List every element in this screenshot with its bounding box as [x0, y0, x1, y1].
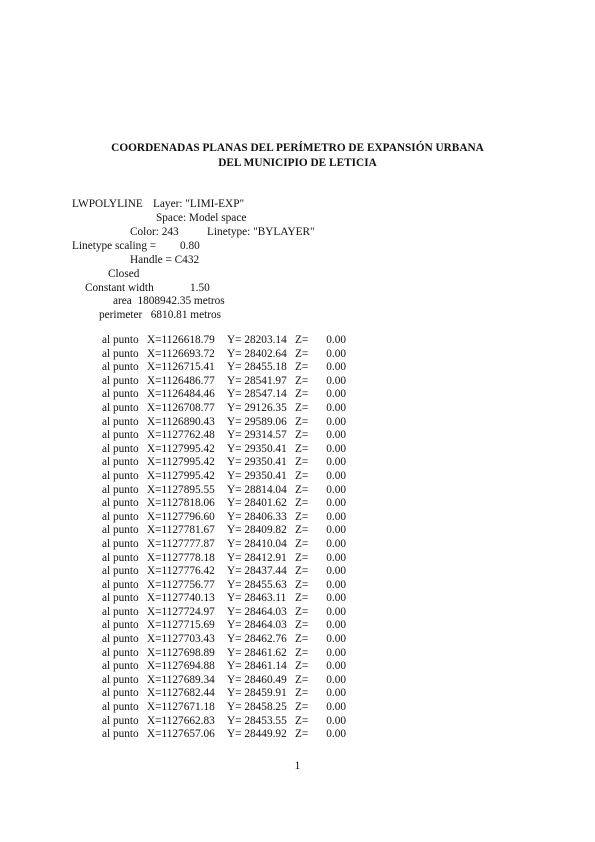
coordinate-row [0, 334, 595, 348]
constant-width-label: Constant width [85, 282, 154, 294]
point-label: al punto [102, 361, 139, 374]
point-label: al punto [102, 374, 139, 387]
z-label: Z= [295, 537, 309, 550]
z-value: 0.00 [326, 469, 346, 482]
entity-type: LWPOLYLINE [72, 198, 143, 210]
coordinate-row [0, 552, 595, 566]
z-label: Z= [295, 728, 309, 741]
z-value: 0.00 [326, 605, 346, 618]
z-label: Z= [295, 524, 309, 537]
x-coordinate: X=1127778.18 [147, 551, 215, 564]
z-label: Z= [295, 510, 309, 523]
z-value: 0.00 [326, 619, 346, 632]
y-coordinate: Y= 28541.97 [227, 374, 287, 387]
z-label: Z= [295, 673, 309, 686]
document-title-line-1: COORDENADAS PLANAS DEL PERÍMETRO DE EXPANSIÓN URBANA [111, 142, 484, 154]
point-label: al punto [102, 673, 139, 686]
coordinate-row [0, 361, 595, 375]
point-label: al punto [102, 537, 139, 550]
x-coordinate: X=1127671.18 [147, 701, 215, 714]
coordinate-row [0, 348, 595, 362]
z-value: 0.00 [326, 701, 346, 714]
document-title-line-2: DEL MUNICIPIO DE LETICIA [218, 157, 377, 169]
z-label: Z= [295, 401, 309, 414]
x-coordinate: X=1126484.46 [147, 388, 215, 401]
point-label: al punto [102, 483, 139, 496]
z-value: 0.00 [326, 633, 346, 646]
z-value: 0.00 [326, 551, 346, 564]
coordinate-row [0, 538, 595, 552]
coordinate-row [0, 592, 595, 606]
point-label: al punto [102, 565, 139, 578]
point-label: al punto [102, 334, 139, 346]
coordinate-row [0, 511, 595, 525]
x-coordinate: X=1126715.41 [147, 361, 215, 374]
point-label: al punto [102, 728, 139, 741]
y-coordinate: Y= 28401.62 [227, 497, 287, 510]
x-coordinate: X=1127762.48 [147, 429, 215, 442]
y-coordinate: Y= 28462.76 [227, 633, 287, 646]
coordinate-row [0, 375, 595, 389]
x-coordinate: X=1127740.13 [147, 592, 215, 605]
z-label: Z= [295, 388, 309, 401]
x-coordinate: X=1127995.42 [147, 456, 215, 469]
y-coordinate: Y= 28458.25 [227, 701, 287, 714]
area-info: area 1808942.35 metros [113, 295, 225, 307]
point-label: al punto [102, 401, 139, 414]
y-coordinate: Y= 28412.91 [227, 551, 287, 564]
coordinate-row [0, 429, 595, 443]
z-label: Z= [295, 483, 309, 496]
y-coordinate: Y= 29314.57 [227, 429, 287, 442]
z-label: Z= [295, 361, 309, 374]
z-value: 0.00 [326, 361, 346, 374]
z-value: 0.00 [326, 442, 346, 455]
z-label: Z= [295, 714, 309, 727]
z-label: Z= [295, 592, 309, 605]
x-coordinate: X=1126486.77 [147, 374, 215, 387]
coordinate-row [0, 456, 595, 470]
point-label: al punto [102, 578, 139, 591]
z-label: Z= [295, 701, 309, 714]
coordinate-row [0, 674, 595, 688]
y-coordinate: Y= 29350.41 [227, 442, 287, 455]
z-label: Z= [295, 578, 309, 591]
point-label: al punto [102, 701, 139, 714]
y-coordinate: Y= 28463.11 [227, 592, 287, 605]
y-coordinate: Y= 28464.03 [227, 605, 287, 618]
z-value: 0.00 [326, 456, 346, 469]
z-value: 0.00 [326, 347, 346, 360]
coordinate-row [0, 524, 595, 538]
point-label: al punto [102, 524, 139, 537]
coordinate-row [0, 565, 595, 579]
constant-width-value: 1.50 [190, 282, 210, 294]
z-label: Z= [295, 456, 309, 469]
point-label: al punto [102, 456, 139, 469]
z-value: 0.00 [326, 429, 346, 442]
y-coordinate: Y= 28402.64 [227, 347, 287, 360]
z-label: Z= [295, 619, 309, 632]
y-coordinate: Y= 28814.04 [227, 483, 287, 496]
y-coordinate: Y= 28410.04 [227, 537, 287, 550]
point-label: al punto [102, 347, 139, 360]
y-coordinate: Y= 28455.63 [227, 578, 287, 591]
x-coordinate: X=1127995.42 [147, 442, 215, 455]
x-coordinate: X=1126890.43 [147, 415, 215, 428]
space-info: Space: Model space [156, 212, 247, 224]
z-value: 0.00 [326, 728, 346, 741]
point-label: al punto [102, 415, 139, 428]
x-coordinate: X=1127662.83 [147, 714, 215, 727]
y-coordinate: Y= 28409.82 [227, 524, 287, 537]
point-label: al punto [102, 687, 139, 700]
coordinate-row [0, 402, 595, 416]
coordinate-row [0, 715, 595, 729]
x-coordinate: X=1126693.72 [147, 347, 215, 360]
z-value: 0.00 [326, 334, 346, 346]
z-value: 0.00 [326, 524, 346, 537]
x-coordinate: X=1127995.42 [147, 469, 215, 482]
y-coordinate: Y= 28437.44 [227, 565, 287, 578]
z-label: Z= [295, 497, 309, 510]
point-label: al punto [102, 388, 139, 401]
y-coordinate: Y= 29126.35 [227, 401, 287, 414]
handle-info: Handle = C432 [130, 254, 200, 266]
coordinate-row [0, 579, 595, 593]
point-label: al punto [102, 633, 139, 646]
coordinate-row [0, 728, 595, 742]
z-value: 0.00 [326, 578, 346, 591]
point-label: al punto [102, 469, 139, 482]
z-value: 0.00 [326, 483, 346, 496]
x-coordinate: X=1127724.97 [147, 605, 215, 618]
coordinate-list [0, 334, 595, 742]
point-label: al punto [102, 429, 139, 442]
y-coordinate: Y= 28461.14 [227, 660, 287, 673]
z-value: 0.00 [326, 415, 346, 428]
coordinate-row [0, 619, 595, 633]
point-label: al punto [102, 551, 139, 564]
y-coordinate: Y= 28464.03 [227, 619, 287, 632]
z-label: Z= [295, 429, 309, 442]
z-label: Z= [295, 565, 309, 578]
x-coordinate: X=1127756.77 [147, 578, 215, 591]
y-coordinate: Y= 28461.62 [227, 646, 287, 659]
x-coordinate: X=1127703.43 [147, 633, 215, 646]
linetype-info: Linetype: "BYLAYER" [207, 226, 315, 238]
linetype-scaling-label: Linetype scaling = [72, 240, 157, 252]
y-coordinate: Y= 28460.49 [227, 673, 287, 686]
y-coordinate: Y= 28406.33 [227, 510, 287, 523]
z-label: Z= [295, 347, 309, 360]
x-coordinate: X=1126708.77 [147, 401, 215, 414]
y-coordinate: Y= 28453.55 [227, 714, 287, 727]
z-label: Z= [295, 687, 309, 700]
x-coordinate: X=1126618.79 [147, 334, 215, 346]
y-coordinate: Y= 28547.14 [227, 388, 287, 401]
point-label: al punto [102, 646, 139, 659]
x-coordinate: X=1127698.89 [147, 646, 215, 659]
point-label: al punto [102, 660, 139, 673]
z-value: 0.00 [326, 714, 346, 727]
z-label: Z= [295, 605, 309, 618]
z-value: 0.00 [326, 374, 346, 387]
coordinate-row [0, 687, 595, 701]
z-value: 0.00 [326, 687, 346, 700]
y-coordinate: Y= 28455.18 [227, 361, 287, 374]
z-value: 0.00 [326, 537, 346, 550]
z-value: 0.00 [326, 646, 346, 659]
point-label: al punto [102, 605, 139, 618]
x-coordinate: X=1127777.87 [147, 537, 215, 550]
x-coordinate: X=1127895.55 [147, 483, 215, 496]
point-label: al punto [102, 714, 139, 727]
point-label: al punto [102, 497, 139, 510]
z-label: Z= [295, 334, 309, 346]
coordinate-row [0, 416, 595, 430]
point-label: al punto [102, 592, 139, 605]
z-label: Z= [295, 551, 309, 564]
perimeter-info: perimeter 6810.81 metros [99, 309, 222, 321]
x-coordinate: X=1127776.42 [147, 565, 215, 578]
z-value: 0.00 [326, 497, 346, 510]
z-label: Z= [295, 660, 309, 673]
z-label: Z= [295, 374, 309, 387]
layer-info: Layer: "LIMI-EXP" [153, 198, 245, 210]
z-label: Z= [295, 646, 309, 659]
coordinate-row [0, 388, 595, 402]
x-coordinate: X=1127781.67 [147, 524, 215, 537]
z-label: Z= [295, 633, 309, 646]
coordinate-row [0, 606, 595, 620]
coordinate-row [0, 660, 595, 674]
y-coordinate: Y= 28203.14 [227, 334, 287, 346]
coordinate-row [0, 497, 595, 511]
z-label: Z= [295, 469, 309, 482]
x-coordinate: X=1127657.06 [147, 728, 215, 741]
coordinate-row [0, 633, 595, 647]
z-label: Z= [295, 442, 309, 455]
z-label: Z= [295, 415, 309, 428]
y-coordinate: Y= 28449.92 [227, 728, 287, 741]
z-value: 0.00 [326, 660, 346, 673]
point-label: al punto [102, 510, 139, 523]
x-coordinate: X=1127694.88 [147, 660, 215, 673]
coordinate-row [0, 484, 595, 498]
coordinate-row [0, 443, 595, 457]
point-label: al punto [102, 442, 139, 455]
color-info: Color: 243 [130, 226, 179, 238]
x-coordinate: X=1127682.44 [147, 687, 215, 700]
page-number: 1 [294, 760, 301, 772]
z-value: 0.00 [326, 565, 346, 578]
x-coordinate: X=1127715.69 [147, 619, 215, 632]
y-coordinate: Y= 28459.91 [227, 687, 287, 700]
linetype-scaling-value: 0.80 [180, 240, 200, 252]
point-label: al punto [102, 619, 139, 632]
y-coordinate: Y= 29350.41 [227, 469, 287, 482]
y-coordinate: Y= 29350.41 [227, 456, 287, 469]
closed-status: Closed [108, 268, 140, 280]
x-coordinate: X=1127689.34 [147, 673, 215, 686]
z-value: 0.00 [326, 388, 346, 401]
z-value: 0.00 [326, 673, 346, 686]
y-coordinate: Y= 29589.06 [227, 415, 287, 428]
coordinate-row [0, 701, 595, 715]
x-coordinate: X=1127818.06 [147, 497, 215, 510]
z-value: 0.00 [326, 592, 346, 605]
coordinate-row [0, 647, 595, 661]
z-value: 0.00 [326, 510, 346, 523]
x-coordinate: X=1127796.60 [147, 510, 215, 523]
coordinate-row [0, 470, 595, 484]
z-value: 0.00 [326, 401, 346, 414]
